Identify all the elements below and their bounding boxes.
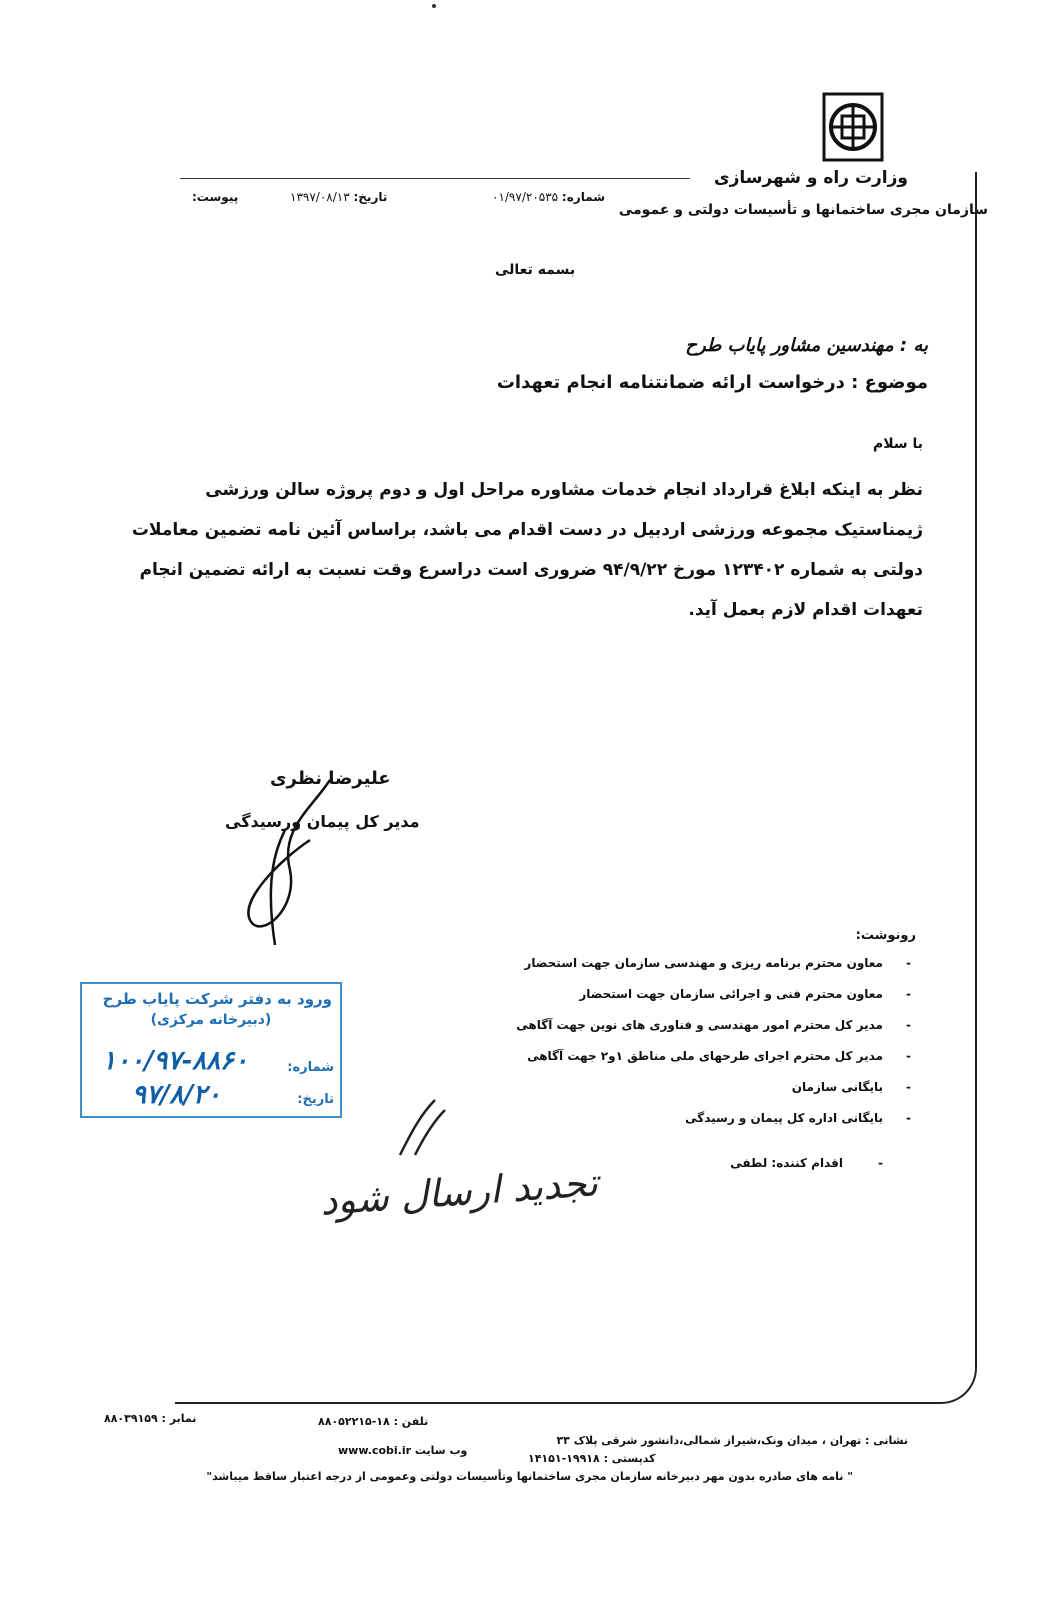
receipt-stamp — [80, 982, 342, 1118]
footer-website-url[interactable]: www.cobi.ir — [338, 1444, 412, 1457]
organization-name: سازمان مجری ساختمانها و تأسیسات دولتی و عمومی — [618, 202, 988, 218]
letter-date-label: تاریخ: — [353, 190, 388, 204]
greeting: با سلام — [872, 436, 923, 452]
footer-address: نشانی : تهران ، میدان ونک،شیراز شمالی،دانشور شرقی پلاک ۳۳ — [556, 1434, 908, 1447]
scan-speck — [432, 4, 436, 8]
distribution-title: رونوشت: — [855, 928, 916, 943]
distribution-item: بایگانی اداره کل پیمان و رسیدگی - — [363, 1103, 883, 1134]
footer-notice: " نامه های صادره بدون مهر دبیرخانه سازمان مجری ساختمانها وتأسیسات دولتی وعمومی از درجه اعتبار ساقط میباشد" — [206, 1470, 853, 1483]
letter-number-value: ۰۱/۹۷/۲۰۵۳۵ — [492, 190, 559, 204]
letter-number-label: شماره: — [561, 190, 606, 204]
basmala: بسمه تعالی — [495, 262, 576, 278]
signer-name: علیرضا نظری — [270, 768, 391, 789]
handwritten-note: تجدید ارسال شود — [318, 1160, 600, 1224]
stamp-subtitle: (دبیرخانه مرکزی) — [150, 1012, 272, 1028]
footer-phone: تلفن : ۱۸-۸۸۰۵۲۲۱۵ — [318, 1415, 429, 1428]
footer-website-label: وب سایت — [414, 1444, 468, 1457]
distribution-item: معاون محترم برنامه ریزی و مهندسی سازمان جهت استحضار - — [363, 948, 883, 979]
distribution-item: بایگانی سازمان - — [363, 1072, 883, 1103]
stamp-date-label: تاریخ: — [297, 1092, 334, 1107]
handwritten-initial — [390, 1095, 450, 1165]
ministry-logo-icon — [822, 92, 884, 162]
body-line: نظر به اینکه ابلاغ قرارداد انجام خدمات مشاوره مراحل اول و دوم پروژه سالن ورزشی — [205, 480, 923, 500]
recipient-line: به : مهندسین مشاور پایاب طرح — [685, 335, 928, 356]
signature-mark — [220, 770, 350, 960]
attachment-label: پیوست: — [192, 190, 239, 204]
letter-date-value: ۱۳۹۷/۰۸/۱۳ — [290, 190, 350, 204]
signer-title: مدیر کل پیمان ورسیدگی — [225, 812, 420, 831]
stamp-number-value: ۱۰۰/۹۷-۸۸۶۰ — [102, 1046, 248, 1076]
ministry-name: وزارت راه و شهرسازی — [713, 168, 908, 188]
action-officer: اقدام کننده: لطفی - — [730, 1156, 843, 1170]
body-line: تعهدات اقدام لازم بعمل آید. — [688, 600, 923, 620]
letter-body — [131, 470, 923, 630]
stamp-number-label: شماره: — [287, 1060, 334, 1075]
distribution-item: مدیر کل محترم امور مهندسی و فناوری های نوین جهت آگاهی - — [363, 1010, 883, 1041]
footer-website — [338, 1444, 467, 1457]
subject-line: موضوع : درخواست ارائه ضمانتنامه انجام تعهدات — [496, 372, 928, 393]
stamp-date-value: ۹۷/۸/۲۰ — [132, 1080, 221, 1110]
footer-fax: نمابر : ۸۸۰۳۹۱۵۹ — [104, 1412, 197, 1425]
distribution-item: مدیر کل محترم اجرای طرحهای ملی مناطق ۱و۲ جهت آگاهی - — [363, 1041, 883, 1072]
body-line: دولتی به شماره ۱۲۳۴۰۲ مورخ ۹۴/۹/۲۲ ضروری است دراسرع وقت نسبت به ارائه تضمین انجام — [139, 560, 923, 580]
stamp-title: ورود به دفتر شرکت پایاب طرح — [102, 990, 332, 1008]
body-line: ژیمناستیک مجموعه ورزشی اردبیل در دست اقدام می باشد، براساس آئین نامه تضمین معاملات — [131, 520, 923, 540]
distribution-item: معاون محترم فنی و اجرائی سازمان جهت استحضار - — [363, 979, 883, 1010]
footer-postal: کدپستی : ۱۹۹۱۸-۱۴۱۵۱ — [528, 1452, 656, 1465]
